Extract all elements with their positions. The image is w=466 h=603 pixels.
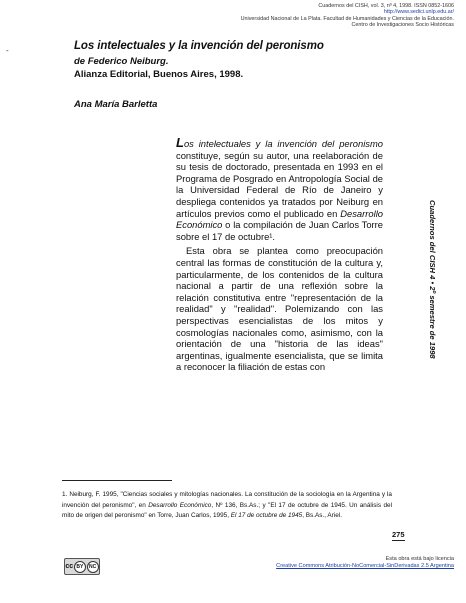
page-number: 275 <box>392 530 405 539</box>
paragraph-text-end: o la compilación de Juan Carlos Torre sobre el 17 de octubre¹. <box>176 219 383 242</box>
creative-commons-badge-icon[interactable] <box>64 558 100 575</box>
journal-title-inline: Desarrollo Económico <box>176 207 383 231</box>
margin-mark: - <box>6 46 9 55</box>
header-center: Centro de Investigaciones Socio Históricas <box>351 22 454 29</box>
footnote-divider <box>62 480 172 481</box>
book-title-inline: os intelectuales y la invención del peronismo <box>183 138 383 149</box>
footnote-text: 1. Neiburg, F. 1995, "Ciencias sociales y mitologías nacionales. La constitución de la sociología en la Argentina y la invención del peronismo", en <box>62 491 392 509</box>
header-institution: Universidad Nacional de La Plata. Facultad de Humanidades y Ciencias de la Educación. <box>240 15 454 22</box>
review-body <box>176 137 383 376</box>
license-text: Esta obra está bajo licencia <box>385 556 454 562</box>
footnote-book: El 17 de octubre de 1945 <box>230 512 303 520</box>
cc-logo-icon: cc <box>65 563 74 570</box>
side-running-label: Cuadernos del CISH 4 • 2º semestre de 1998 <box>428 200 437 359</box>
license-notice <box>276 556 454 570</box>
license-link[interactable]: Creative Commons Atribución-NoComercial-SinDerivadas 2.5 Argentina <box>276 563 454 569</box>
review-title: Los intelectuales y la invención del peronismo <box>74 40 324 52</box>
footnote <box>62 490 392 522</box>
header-citation: Cuadernos del CISH, vol. 3, nº 4, 1998. ISSN 0852-1606 <box>318 3 454 9</box>
review-author: de Federico Neiburg. <box>74 56 169 67</box>
review-publisher: Alianza Editorial, Buenos Aires, 1998. <box>74 69 244 80</box>
journal-header <box>154 3 454 29</box>
drop-cap: L <box>176 135 184 150</box>
footnote-journal: Desarrollo Económico <box>148 501 212 509</box>
cc-nc-icon: NC <box>87 561 99 573</box>
reviewer-name: Ana María Barletta <box>74 99 158 110</box>
paragraph-text: constituye, según su autor, una reelaboración de su tesis de doctorado, presentada en 1993 en el Programa de Posgrado en Antropología Social de la Universidad Federal de Río de Janeiro y despliega contenidos ya tratados por Neiburg en artículos previos como el publicado en <box>176 149 383 219</box>
body-paragraph-2: Esta obra se plantea como preocupación central las formas de constitución de la cultura y, particularmente, de los contenidos de la cultura nacional a partir de una reflexión sobre la relación constitutiva entre "representación de la realidad" y "realidad". Polemizando con las perspectivas esencialistas de los mitos y cosmologías nacionales como, asimismo, con la orientación de una "historia de las ideas" argentinas, igualmente esencialista, que se limita a reconocer la filiación de estas con <box>176 245 383 373</box>
footnote-text-3: , Bs.As., Ariel. <box>302 512 342 520</box>
header-url-link[interactable]: http://www.sedici.unlp.edu.ar/ <box>383 9 454 16</box>
body-paragraph-1 <box>176 137 383 242</box>
footnote-text-2: , Nº 136, Bs.As.; y "El 17 de octubre de 1945. Un análisis del mito de origen del peronismo" en Torre, Juan Carlos, 1995, <box>62 501 392 520</box>
cc-by-icon: BY <box>74 561 86 573</box>
